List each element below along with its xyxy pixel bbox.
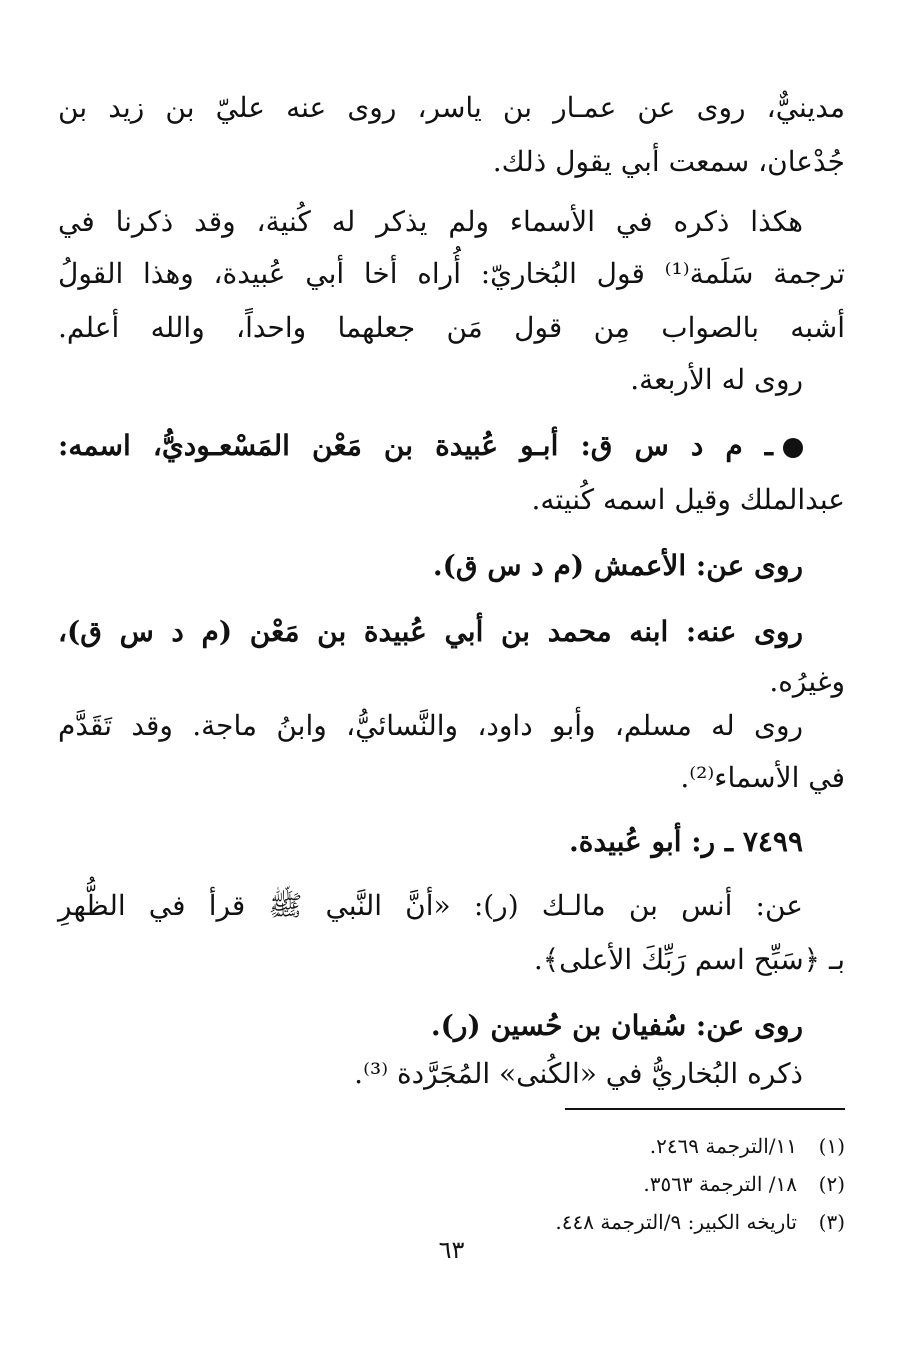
text-line: ترجمة سَلَمة⁽¹⁾ قول البُخاريّ: أُراه أخا أبي عُبيدة، وهذا القولُ xyxy=(58,257,845,290)
text-line: عبدالملك وقيل اسمه كُنيته. xyxy=(531,483,845,516)
text-line: وغيرُه. xyxy=(769,665,845,698)
text-line: روى عن: الأعمش (م د س ق). xyxy=(432,549,803,582)
text-line: بـ ﴿سَبِّح اسم رَبِّكَ الأعلى﴾. xyxy=(533,943,845,976)
footnote xyxy=(58,1208,845,1236)
text-line: في الأسماء⁽²⁾. xyxy=(680,761,845,794)
footnote-text: تاريخه الكبير: ٩/الترجمة ٤٤٨. xyxy=(555,1210,797,1234)
footnote-text: ١١/الترجمة ٢٤٦٩. xyxy=(649,1134,797,1158)
footnote xyxy=(58,1132,845,1160)
text-line: مدينيٌّ، روى عن عمـار بن ياسر، روى عنه عليّ بن زيد بن xyxy=(58,91,845,124)
footnote xyxy=(58,1170,845,1198)
footnote-number: (١) xyxy=(818,1134,845,1158)
entry-heading xyxy=(58,426,845,466)
footnote-number: (٣) xyxy=(818,1210,845,1234)
footnote-divider xyxy=(565,1108,845,1110)
text-line: روى عنه: ابنه محمد بن أبي عُبيدة بن مَعْن (م د س ق)، xyxy=(58,615,803,648)
text-line: عن: أنس بن مالـك (ر): «أنَّ النَّبي ﷺ قرأ في الظُّهرِ xyxy=(58,889,803,922)
entry-heading-text: ـ م د س ق: أبـو عُبيدة بن مَعْن المَسْعـوديُّ، اسمه: xyxy=(58,429,773,462)
footnote-number: (٢) xyxy=(818,1172,845,1196)
text-line: ذكره البُخاريُّ في «الكُنى» المُجَرَّدة ⁽³⁾. xyxy=(354,1057,803,1090)
text-line: روى عن: سُفيان بن حُسين (ر). xyxy=(430,1009,803,1042)
text-line: روى له مسلم، وأبو داود، والنَّسائيُّ، وابنُ ماجة. وقد تَقَدَّم xyxy=(58,709,803,742)
page-number: ٦٣ xyxy=(438,1236,465,1264)
text-line: هكذا ذكره في الأسماء ولم يذكر له كُنية، وقد ذكرنا في xyxy=(58,205,803,238)
text-line: أشبه بالصواب مِن قول مَن جعلهما واحداً، والله أعلم. xyxy=(58,311,845,344)
text-line: جُدْعان، سمعت أبي يقول ذلك. xyxy=(492,145,845,178)
entry-heading: ٧٤٩٩ ـ ر: أبو عُبيدة. xyxy=(569,825,803,858)
text-line: روى له الأربعة. xyxy=(630,363,803,396)
bullet-icon xyxy=(783,438,803,458)
footnote-text: ١٨/ الترجمة ٣٥٦٣. xyxy=(643,1172,797,1196)
